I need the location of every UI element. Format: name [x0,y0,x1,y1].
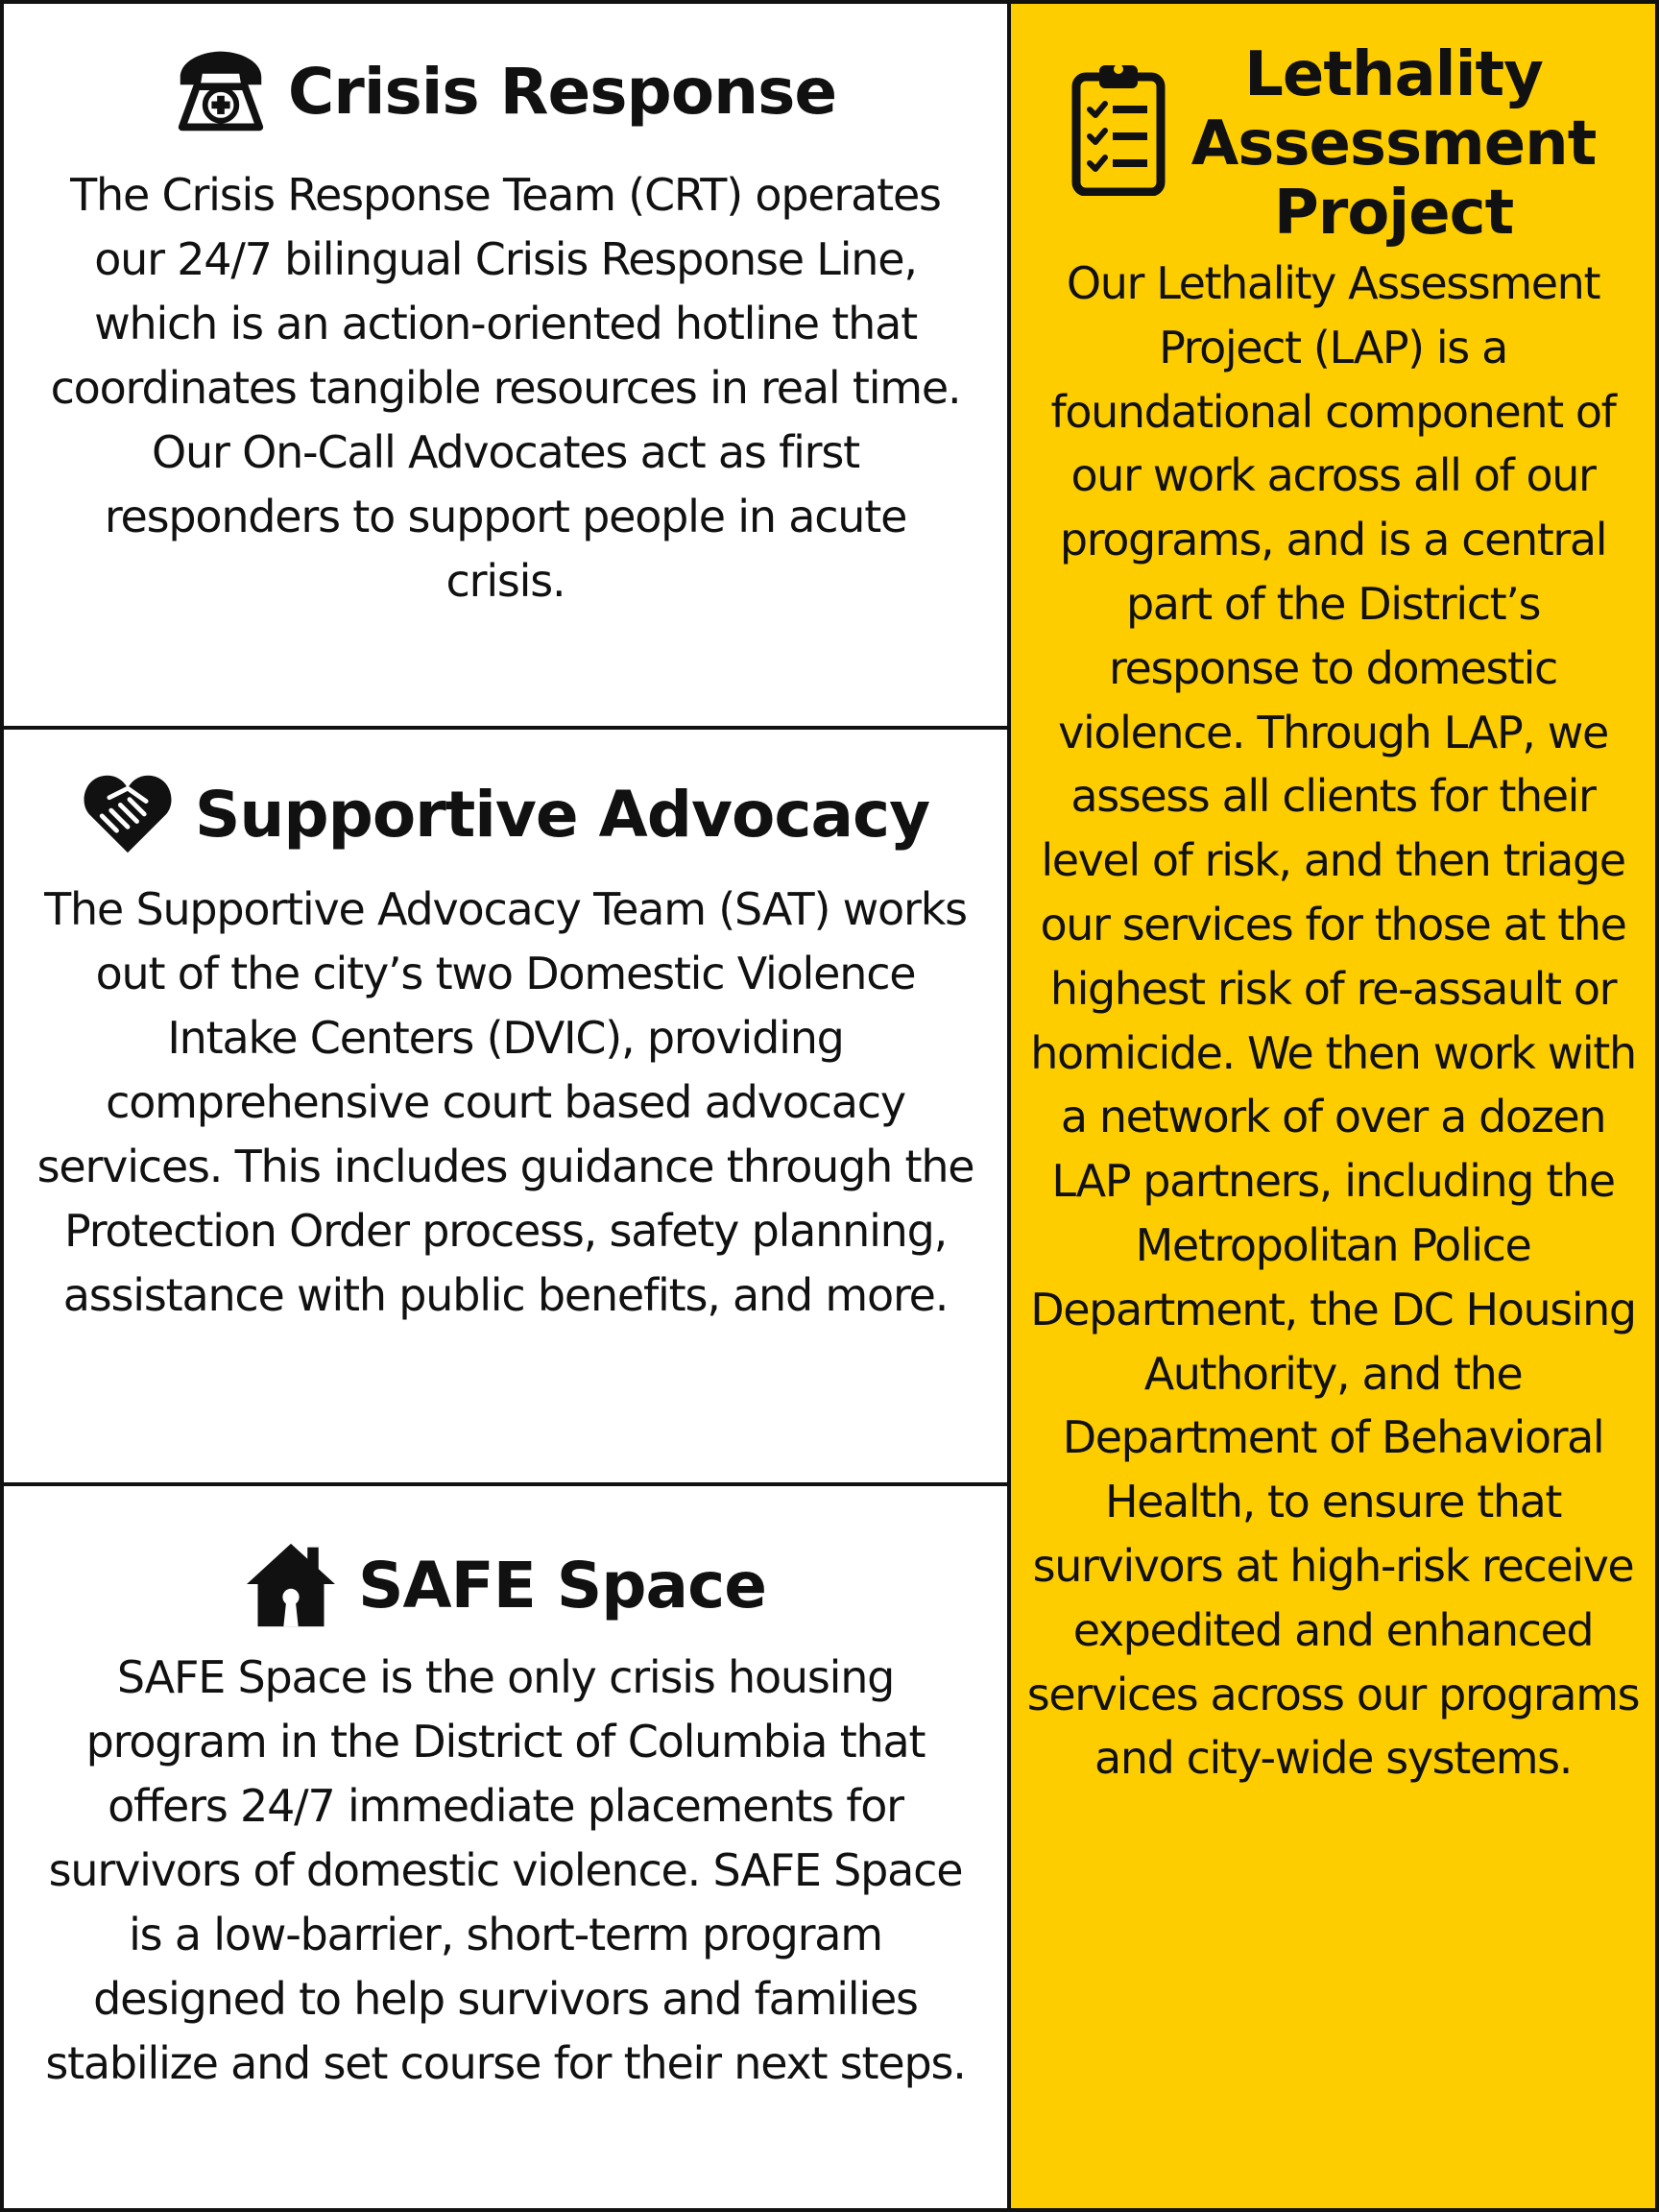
lethality-assessment-title-line-2: Assessment [1190,108,1597,180]
lethality-assessment-description: Our Lethality Assessment Project (LAP) is a foundational component of our work across all of our programs, and is a central part of the District’s response to domestic violence. Through LAP, we assess all clients for their level of risk, and then triage our services for those at the highest risk of re-assault or homicide. We then work with a network of over a dozen LAP partners, including the Metropolitan Police Department, the DC Housing Authority, and the Department of Behavioral Health, to ensure that survivors at high-risk receive expedited and enhanced services across our programs and city-wide systems. [1026,257,1640,1785]
lethality-assessment-title-line-1: Lethality [1244,39,1543,110]
heart-handshake-icon [82,770,174,860]
crisis-response-description: The Crisis Response Team (CRT) operates our 24/7 bilingual Crisis Response Line, which is an action-oriented hotline that coordinates tangible resources in real time. Our On-Call Advocates act as first responders to support people in acute crisis. [50,169,961,607]
lethality-assessment-title-line-3: Project [1273,178,1514,249]
lethality-assessment-header [1011,40,1655,248]
lethality-assessment-title [1191,40,1597,248]
supportive-advocacy-description: The Supportive Advocacy Team (SAT) works out of the city’s two Domestic Violence Intake Centers (DVIC), providing comprehensive court based advocacy services. This includes guidance through the Protection Order process, safety planning, assistance with public benefits, and more. [36,883,974,1321]
supportive-advocacy-panel [4,730,1007,1486]
house-icon [245,1540,337,1632]
crisis-response-header [4,44,1007,140]
clipboard-checklist-icon [1070,60,1166,200]
safe-space-panel [4,1486,1007,2212]
lethality-assessment-panel [1007,4,1655,2208]
crisis-response-panel [4,4,1007,730]
safe-space-description: SAFE Space is the only crisis housing program in the District of Columbia that offers 24/7 immediate placements for survivors of domestic violence. SAFE Space is a low-barrier, short-term program designed to help survivors and families stabilize and set course for their next steps. [45,1651,966,2089]
crisis-response-title: Crisis Response [287,54,837,129]
safe-space-title: SAFE Space [358,1548,766,1623]
supportive-advocacy-header [4,770,1007,860]
supportive-advocacy-title: Supportive Advocacy [194,777,930,852]
safe-space-header [4,1540,1007,1632]
telephone-medical-icon [175,44,267,140]
